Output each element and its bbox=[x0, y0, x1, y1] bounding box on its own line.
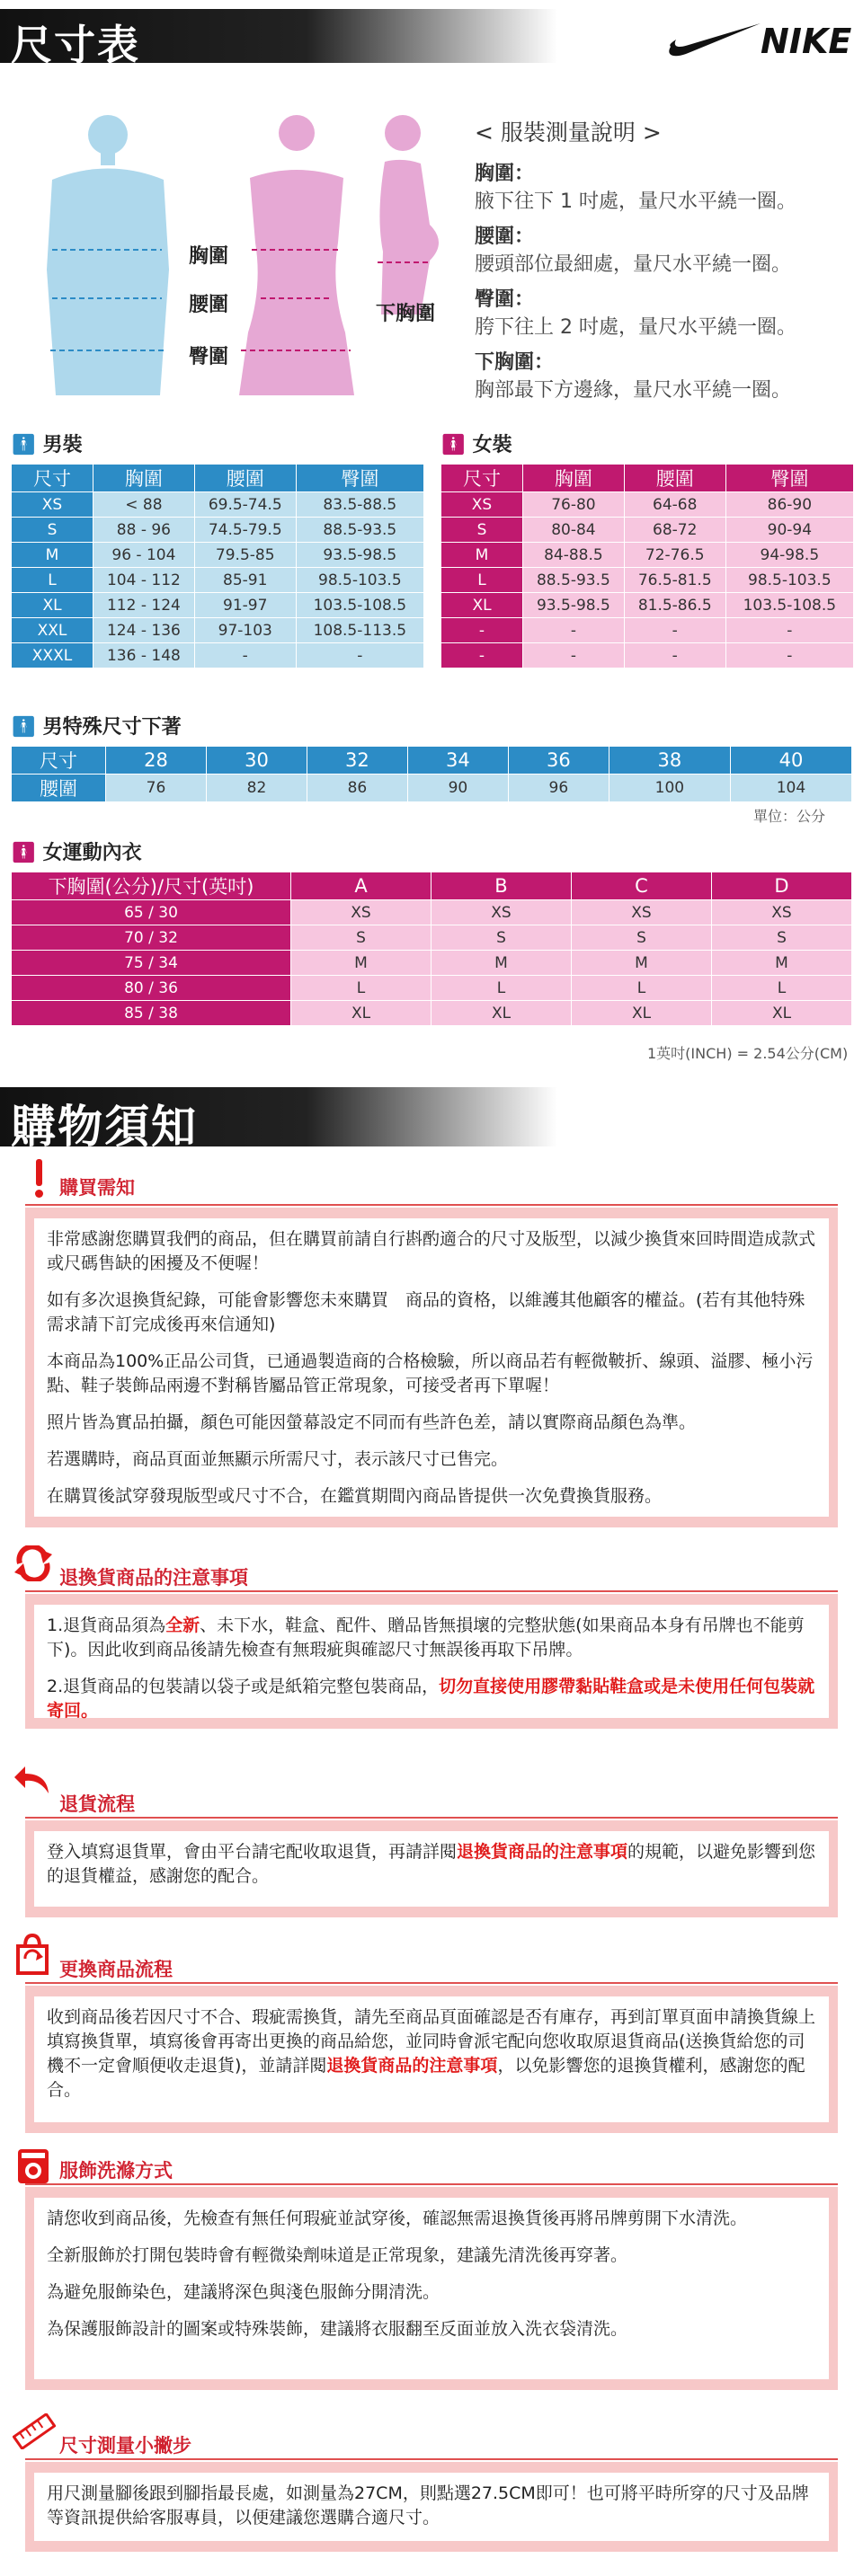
table-cell: - bbox=[296, 643, 423, 668]
table-cell: 85 / 38 bbox=[12, 1001, 291, 1026]
measure-item-desc: 腰頭部位最細處，量尺水平繞一圈。 bbox=[475, 253, 792, 276]
table-cell: L bbox=[572, 976, 712, 1001]
notice-title: 購物須知 bbox=[11, 1101, 198, 1153]
exchange-bag-icon bbox=[14, 1934, 52, 1975]
table-cell: S bbox=[432, 925, 572, 951]
swoosh-icon bbox=[663, 20, 762, 61]
refresh-icon bbox=[13, 1545, 54, 1581]
table-cell: 104 bbox=[730, 775, 851, 802]
table-header: 尺寸 bbox=[441, 465, 523, 492]
table-cell: - bbox=[725, 618, 853, 643]
table-cell: 75 / 34 bbox=[12, 951, 291, 976]
table-cell: 81.5-86.5 bbox=[624, 593, 725, 618]
table-row bbox=[441, 568, 854, 593]
table-cell: - bbox=[725, 643, 853, 668]
table-cell: 96 - 104 bbox=[93, 543, 195, 568]
table-cell: S bbox=[291, 925, 432, 951]
table-cell: 108.5-113.5 bbox=[296, 618, 423, 643]
table-cell: M bbox=[12, 543, 93, 568]
table-cell: - bbox=[441, 643, 523, 668]
washing-box bbox=[25, 2187, 838, 2390]
table-cell: 83.5-88.5 bbox=[296, 492, 423, 518]
table-cell: - bbox=[523, 618, 625, 643]
notice-paragraph: 若選購時，商品頁面並無顯示所需尺寸，表示該尺寸已售完。 bbox=[47, 1449, 509, 1469]
unit-note: 單位：公分 bbox=[753, 808, 826, 825]
table-header: C bbox=[572, 872, 712, 900]
table-cell: M bbox=[712, 951, 852, 976]
table-cell: 76-80 bbox=[523, 492, 625, 518]
table-cell: 84-88.5 bbox=[523, 543, 625, 568]
table-cell: 80-84 bbox=[523, 518, 625, 543]
table-cell: 86 bbox=[307, 775, 407, 802]
table-row bbox=[12, 518, 424, 543]
table-cell: XS bbox=[291, 900, 432, 925]
women-section-label bbox=[440, 429, 512, 457]
female-figure-icon bbox=[239, 115, 354, 395]
divider bbox=[25, 1590, 838, 1592]
table-cell: XS bbox=[12, 492, 93, 518]
table-row bbox=[441, 643, 854, 668]
section-heading: 尺寸測量小撇步 bbox=[59, 2435, 191, 2456]
table-cell: XXXL bbox=[12, 643, 93, 668]
table-cell: XL bbox=[291, 1001, 432, 1026]
inch-cm-note: 1英吋(INCH) = 2.54公分(CM) bbox=[647, 1045, 849, 1062]
table-cell: 88.5-93.5 bbox=[296, 518, 423, 543]
table-row bbox=[12, 976, 852, 1001]
notice-paragraph: 照片皆為實品拍攝，顏色可能因螢幕設定不同而有些許色差，請以實際商品顏色為準。 bbox=[47, 1412, 697, 1432]
table-cell: M bbox=[291, 951, 432, 976]
table-row bbox=[12, 1001, 852, 1026]
table-row bbox=[12, 643, 424, 668]
table-cell: 40 bbox=[730, 747, 851, 775]
measure-item-heading: 下胸圍： bbox=[475, 351, 555, 374]
men-pants-label-text: 男特殊尺寸下著 bbox=[42, 716, 182, 739]
measure-item-heading: 腰圍： bbox=[475, 226, 535, 248]
table-cell: XS bbox=[441, 492, 523, 518]
table-cell: S bbox=[441, 518, 523, 543]
table-cell: 64-68 bbox=[624, 492, 725, 518]
table-header: 胸圍 bbox=[523, 465, 625, 492]
table-cell: L bbox=[441, 568, 523, 593]
table-cell: L bbox=[12, 568, 93, 593]
table-row bbox=[12, 543, 424, 568]
nike-logo bbox=[663, 20, 852, 65]
table-cell: 93.5-98.5 bbox=[523, 593, 625, 618]
section-heading: 購買需知 bbox=[59, 1177, 135, 1199]
table-cell: - bbox=[523, 643, 625, 668]
shoe-size-tip-box bbox=[25, 2462, 838, 2552]
table-cell: - bbox=[194, 643, 296, 668]
table-row bbox=[12, 568, 424, 593]
table-cell: XL bbox=[441, 593, 523, 618]
table-cell: 腰圍 bbox=[12, 775, 106, 802]
table-cell: 32 bbox=[307, 747, 407, 775]
table-row bbox=[12, 492, 424, 518]
table-cell: < 88 bbox=[93, 492, 195, 518]
notice-paragraph: 為避免服飾染色，建議將深色與淺色服飾分開清洗。 bbox=[47, 2282, 440, 2302]
table-cell: 96 bbox=[508, 775, 609, 802]
table-cell: 68-72 bbox=[624, 518, 725, 543]
table-cell: 86-90 bbox=[725, 492, 853, 518]
notice-paragraph: 2.退貨商品的包裝請以袋子或是紙箱完整包裝商品，切勿直接使用膠帶黏貼鞋盒或是未使用任何包裝就寄回。 bbox=[47, 1677, 815, 1721]
exchange-process-box bbox=[25, 1986, 838, 2133]
notice-paragraph: 請您收到商品後，先檢查有無任何瑕疵並試穿後，確認無需退換貨後再將吊牌剪開下水清洗。 bbox=[47, 2209, 748, 2228]
table-cell: 100 bbox=[609, 775, 730, 802]
table-cell: - bbox=[624, 618, 725, 643]
table-cell: 124 - 136 bbox=[93, 618, 195, 643]
table-cell: M bbox=[441, 543, 523, 568]
washing-machine-icon bbox=[16, 2147, 50, 2185]
measure-item-desc: 胸部最下方邊緣，量尺水平繞一圈。 bbox=[475, 379, 792, 402]
table-row bbox=[12, 618, 424, 643]
chest-label: 胸圍 bbox=[189, 245, 229, 268]
table-cell: 76.5-81.5 bbox=[624, 568, 725, 593]
table-row bbox=[12, 900, 852, 925]
table-cell: 88 - 96 bbox=[93, 518, 195, 543]
table-cell: L bbox=[291, 976, 432, 1001]
women-size-table bbox=[440, 464, 854, 668]
return-process-box bbox=[25, 1820, 838, 1917]
table-cell: 80 / 36 bbox=[12, 976, 291, 1001]
table-header: 臀圍 bbox=[296, 465, 423, 492]
table-cell: 69.5-74.5 bbox=[194, 492, 296, 518]
table-cell: 76 bbox=[106, 775, 207, 802]
table-cell: XS bbox=[712, 900, 852, 925]
female-person-icon: 🚺︎ bbox=[11, 842, 36, 864]
size-chart-title: 尺寸表 bbox=[11, 21, 140, 69]
table-cell: L bbox=[712, 976, 852, 1001]
table-cell: 97-103 bbox=[194, 618, 296, 643]
notice-paragraph: 1.退貨商品須為全新、未下水，鞋盒、配件、贈品皆無損壞的完整狀態(如果商品本身有吊牌也不能剪下)。因此收到商品後請先檢查有無瑕疵與確認尺寸無誤後再取下吊牌。 bbox=[47, 1616, 805, 1660]
table-cell: 93.5-98.5 bbox=[296, 543, 423, 568]
measurement-guide-title: < 服裝測量說明 > bbox=[475, 120, 662, 146]
table-row bbox=[441, 618, 854, 643]
men-section-label bbox=[11, 429, 83, 457]
table-row bbox=[441, 492, 854, 518]
table-cell: 30 bbox=[206, 747, 307, 775]
table-cell: 103.5-108.5 bbox=[725, 593, 853, 618]
table-cell: XL bbox=[572, 1001, 712, 1026]
table-cell: S bbox=[12, 518, 93, 543]
section-heading: 退貨流程 bbox=[59, 1793, 135, 1815]
table-cell: 85-91 bbox=[194, 568, 296, 593]
men-pants-section-label bbox=[11, 712, 182, 739]
section-heading: 更換商品流程 bbox=[59, 1959, 173, 1980]
notice-paragraph: 用尺測量腳後跟到腳指最長處，如測量為27CM，則點選27.5CM即可！也可將平時所穿的尺寸及品牌等資訊提供給客服專員，以便建議您選購合適尺寸。 bbox=[47, 2483, 809, 2527]
section-heading: 服飾洗滌方式 bbox=[59, 2160, 173, 2182]
table-cell: M bbox=[572, 951, 712, 976]
table-cell: 94-98.5 bbox=[725, 543, 853, 568]
return-arrow-icon bbox=[13, 1761, 52, 1797]
table-cell: S bbox=[712, 925, 852, 951]
table-cell: 28 bbox=[106, 747, 207, 775]
male-person-icon: 🚹︎ bbox=[11, 434, 36, 456]
notice-paragraph: 非常感謝您購買我們的商品，但在購買前請自行斟酌適合的尺寸及版型，以減少換貨來回時間造成款式或尺碼售缺的困擾及不便喔！ bbox=[47, 1229, 816, 1273]
return-notes-box bbox=[25, 1594, 838, 1729]
women-label-text: 女裝 bbox=[472, 434, 512, 456]
notice-paragraph: 為保護服飾設計的圖案或特殊裝飾，建議將衣服翻至反面並放入洗衣袋清洗。 bbox=[47, 2319, 628, 2339]
measure-item-heading: 臀圍： bbox=[475, 288, 535, 311]
ruler-icon bbox=[13, 2413, 56, 2449]
table-cell: XL bbox=[432, 1001, 572, 1026]
notice-paragraph: 登入填寫退貨單，會由平台請宅配收取退貨，再請詳閱退換貨商品的注意事項的規範，以避免影響到您的退貨權益，感謝您的配合。 bbox=[47, 1842, 816, 1886]
female-person-icon: 🚺︎ bbox=[440, 434, 466, 456]
size-chart-banner bbox=[0, 9, 557, 69]
table-row bbox=[441, 518, 854, 543]
measure-item-heading: 胸圍： bbox=[475, 163, 535, 185]
table-header: 胸圍 bbox=[93, 465, 195, 492]
exclamation-icon bbox=[31, 1159, 49, 1199]
table-cell: 70 / 32 bbox=[12, 925, 291, 951]
table-row bbox=[12, 951, 852, 976]
table-header: 下胸圍(公分)/尺寸(英吋) bbox=[12, 872, 291, 900]
table-cell: S bbox=[572, 925, 712, 951]
table-row bbox=[441, 543, 854, 568]
body-measurement-figures bbox=[25, 108, 457, 395]
male-person-icon: 🚹︎ bbox=[11, 716, 36, 739]
notice-paragraph: 收到商品後若因尺寸不合、瑕疵需換貨，請先至商品頁面確認是否有庫存，再到訂單頁面申請換貨線上填寫換貨單，填寫後會再寄出更換的商品給您，並同時會派宅配向您收取原退貨商品(送換貨給您的司機不一定會順便收走退貨)，並請詳閱退換貨商品的注意事項，以免影響您的退換貨權利，感謝您的配合。 bbox=[47, 2007, 816, 2100]
male-figure-icon bbox=[47, 115, 169, 395]
table-cell: 90 bbox=[407, 775, 508, 802]
hip-label: 臀圍 bbox=[189, 346, 229, 368]
section-heading: 退換貨商品的注意事項 bbox=[59, 1567, 248, 1589]
table-header: A bbox=[291, 872, 432, 900]
table-cell: 65 / 30 bbox=[12, 900, 291, 925]
divider bbox=[25, 1817, 838, 1819]
notice-paragraph: 如有多次退換貨紀錄，可能會影響您未來購買 商品的資格，以維護其他顧客的權益。(若有其他特殊需求請下訂完成後再來信通知) bbox=[47, 1290, 805, 1334]
sports-bra-label-text: 女運動內衣 bbox=[42, 842, 142, 864]
table-cell: XL bbox=[712, 1001, 852, 1026]
waist-label: 腰圍 bbox=[189, 294, 229, 316]
men-pants-table bbox=[11, 746, 852, 802]
table-cell: 尺寸 bbox=[12, 747, 106, 775]
table-header: 尺寸 bbox=[12, 465, 93, 492]
table-row bbox=[12, 925, 852, 951]
table-cell: XXL bbox=[12, 618, 93, 643]
table-cell: 72-76.5 bbox=[624, 543, 725, 568]
table-cell: 91-97 bbox=[194, 593, 296, 618]
table-cell: 98.5-103.5 bbox=[296, 568, 423, 593]
table-cell: 74.5-79.5 bbox=[194, 518, 296, 543]
brand-name: NIKE bbox=[761, 22, 852, 61]
table-cell: 34 bbox=[407, 747, 508, 775]
table-header: 臀圍 bbox=[725, 465, 853, 492]
table-cell: 79.5-85 bbox=[194, 543, 296, 568]
table-cell: 90-94 bbox=[725, 518, 853, 543]
table-cell: L bbox=[432, 976, 572, 1001]
measurement-guide bbox=[475, 115, 852, 403]
table-cell: - bbox=[441, 618, 523, 643]
sports-bra-section-label bbox=[11, 837, 142, 865]
notice-banner bbox=[0, 1087, 557, 1153]
table-row bbox=[12, 747, 852, 775]
purchase-notice-box bbox=[25, 1208, 838, 1527]
table-row bbox=[441, 593, 854, 618]
notice-paragraph: 在購買後試穿發現版型或尺寸不合，在鑑賞期間內商品皆提供一次免費換貨服務。 bbox=[47, 1486, 663, 1506]
notice-paragraph: 本商品為100%正品公司貨，已通過製造商的合格檢驗，所以商品若有輕微鞁折、線頭、溢膠、極小污點、鞋子裝飾品兩邊不對稱皆屬品管正常現象，可接受者再下單喔！ bbox=[47, 1351, 814, 1395]
table-cell: 38 bbox=[609, 747, 730, 775]
table-cell: 103.5-108.5 bbox=[296, 593, 423, 618]
table-header: 腰圍 bbox=[194, 465, 296, 492]
measure-item-desc: 腋下往下 1 吋處，量尺水平繞一圈。 bbox=[475, 190, 796, 213]
divider bbox=[25, 1982, 838, 1984]
notice-paragraph: 全新服飾於打開包裝時會有輕微染劑味道是正常現象，建議先清洗後再穿著。 bbox=[47, 2245, 628, 2265]
sports-bra-table bbox=[11, 872, 852, 1026]
table-cell: 36 bbox=[508, 747, 609, 775]
side-profile-icon bbox=[379, 115, 439, 314]
table-cell: 136 - 148 bbox=[93, 643, 195, 668]
table-cell: XL bbox=[12, 593, 93, 618]
men-label-text: 男裝 bbox=[42, 434, 83, 456]
table-header: 腰圍 bbox=[624, 465, 725, 492]
table-cell: 98.5-103.5 bbox=[725, 568, 853, 593]
table-cell: 104 - 112 bbox=[93, 568, 195, 593]
table-cell: M bbox=[432, 951, 572, 976]
underbust-label: 下胸圍 bbox=[376, 303, 436, 325]
divider bbox=[25, 2183, 838, 2185]
table-cell: - bbox=[624, 643, 725, 668]
table-cell: XS bbox=[572, 900, 712, 925]
measure-item-desc: 胯下往上 2 吋處，量尺水平繞一圈。 bbox=[475, 316, 796, 339]
divider bbox=[25, 1204, 838, 1206]
table-cell: 82 bbox=[206, 775, 307, 802]
table-header: D bbox=[712, 872, 852, 900]
table-row bbox=[12, 593, 424, 618]
table-header: B bbox=[432, 872, 572, 900]
table-row bbox=[12, 775, 852, 802]
table-cell: 112 - 124 bbox=[93, 593, 195, 618]
table-cell: 88.5-93.5 bbox=[523, 568, 625, 593]
table-cell: XS bbox=[432, 900, 572, 925]
divider bbox=[25, 2458, 838, 2460]
men-size-table bbox=[11, 464, 424, 668]
